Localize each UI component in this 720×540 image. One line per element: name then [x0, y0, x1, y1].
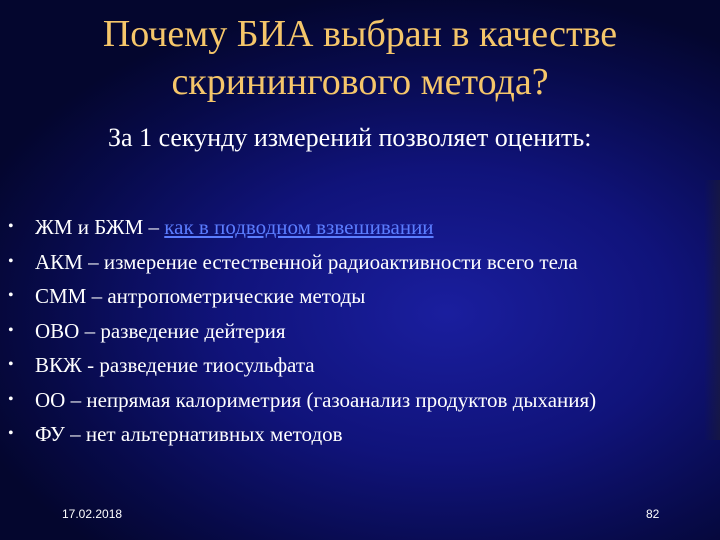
bullet-icon: • — [8, 218, 14, 235]
bullet-icon: • — [8, 356, 14, 373]
bullet-icon: • — [8, 252, 14, 270]
slide-title — [0, 10, 720, 106]
bullet-text: ОО – непрямая калориметрия (газоанализ продуктов дыхания) — [35, 387, 597, 412]
bullet-text: ФУ – нет альтернативных методов — [35, 422, 343, 446]
bullet-text: ЖМ и БЖМ – — [35, 215, 165, 239]
bullet-icon: • — [8, 321, 14, 339]
bullet-icon: • — [8, 390, 14, 408]
title-line-1: Почему БИА выбран в качестве — [102, 13, 618, 55]
page-number: 82 — [646, 507, 660, 521]
bullet-icon: • — [8, 287, 14, 304]
slide-subtitle: За 1 секунду измерений позволяет оценить: — [108, 123, 592, 152]
title-line-2: скринингового метода? — [171, 61, 549, 103]
bullet-text: ОВО – разведение дейтерия — [35, 318, 286, 343]
bullet-icon: • — [8, 425, 14, 442]
bullet-text: ВКЖ - разведение тиосульфата — [35, 353, 315, 377]
decorative-side-bar — [704, 180, 720, 440]
footer-date: 17.02.2018 — [62, 507, 123, 521]
hyperlink-underwater-weighing[interactable]: как в подводном взвешивании — [164, 215, 434, 239]
bullet-text: СММ – антропометрические методы — [35, 284, 366, 308]
bullet-text: АКМ – измерение естественной радиоактивности всего тела — [35, 249, 578, 274]
